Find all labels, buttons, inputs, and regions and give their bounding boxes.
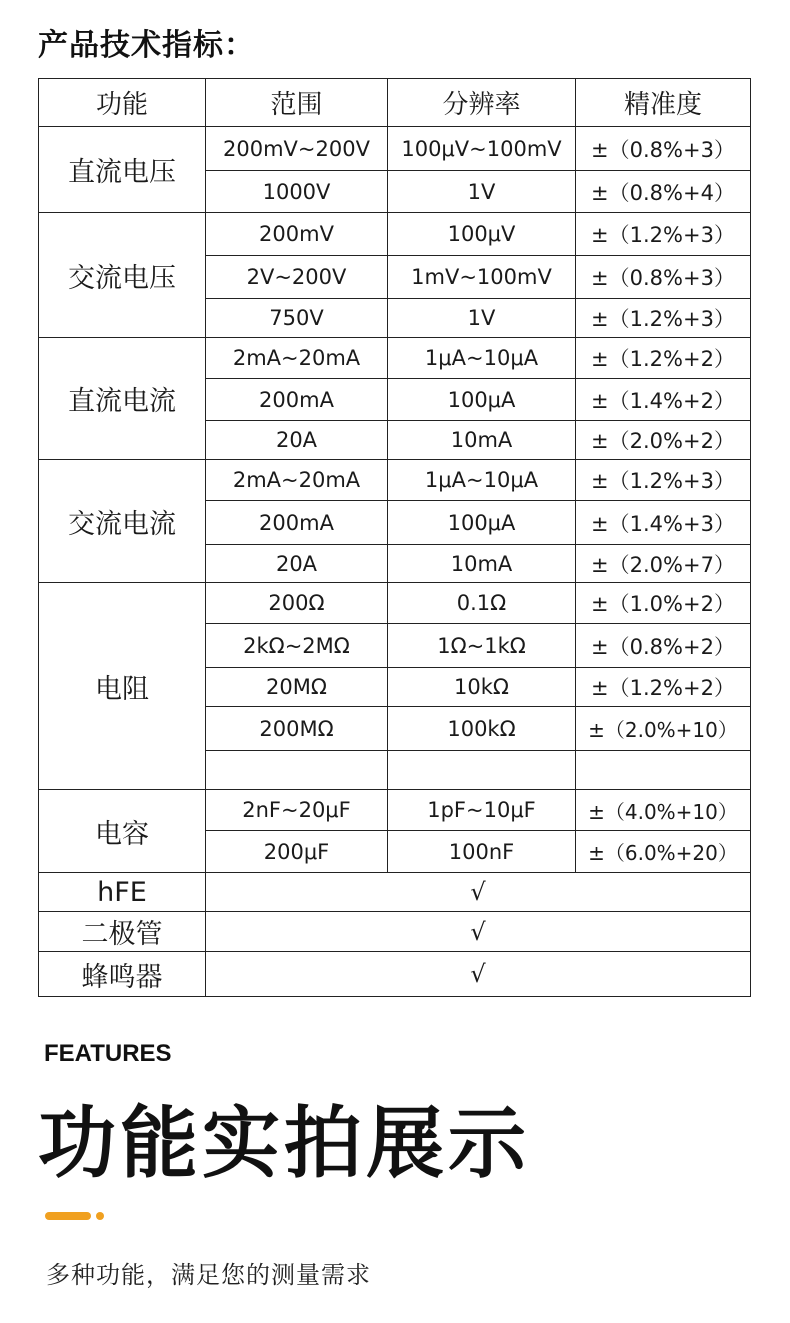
range-cell: 2mA~20mA [206, 460, 388, 501]
header-accuracy: 精准度 [576, 79, 751, 127]
resolution-cell: 1V [388, 171, 576, 213]
resolution-cell: 100μA [388, 501, 576, 545]
section-title: 功能实拍展示 [38, 1099, 531, 1189]
range-cell: 2kΩ~2MΩ [206, 624, 388, 668]
accuracy-cell: ±（0.8%+4） [576, 171, 751, 213]
accuracy-cell: ±（1.2%+2） [576, 668, 751, 707]
resolution-cell: 1V [388, 299, 576, 338]
function-ac-voltage: 交流电压 [39, 213, 206, 338]
accuracy-cell: ±（1.2%+2） [576, 338, 751, 379]
resolution-cell: 100kΩ [388, 707, 576, 751]
range-cell: 2nF~20μF [206, 790, 388, 831]
resolution-cell: 1Ω~1kΩ [388, 624, 576, 668]
accent-dot [96, 1212, 104, 1220]
features-label: FEATURES [44, 1040, 172, 1067]
check-mark: √ [206, 912, 751, 952]
resolution-cell: 10mA [388, 545, 576, 583]
header-function: 功能 [39, 79, 206, 127]
check-mark: √ [206, 952, 751, 997]
resolution-cell: 1pF~10μF [388, 790, 576, 831]
accuracy-cell: ±（1.2%+3） [576, 213, 751, 256]
range-cell: 1000V [206, 171, 388, 213]
spec-heading: 产品技术指标： [38, 28, 255, 63]
table-row [39, 213, 751, 256]
check-mark: √ [206, 873, 751, 912]
table-row [39, 338, 751, 379]
resolution-cell: 100nF [388, 831, 576, 873]
resolution-cell: 100μA [388, 379, 576, 421]
range-cell: 200mA [206, 501, 388, 545]
accuracy-cell: ±（2.0%+7） [576, 545, 751, 583]
resolution-cell: 1μA~10μA [388, 460, 576, 501]
accuracy-cell: ±（2.0%+10） [576, 707, 751, 751]
resolution-cell: 10kΩ [388, 668, 576, 707]
range-cell: 200mV [206, 213, 388, 256]
range-cell: 200mA [206, 379, 388, 421]
range-cell [206, 751, 388, 790]
function-resistance: 电阻 [39, 583, 206, 790]
accuracy-cell: ±（1.2%+3） [576, 460, 751, 501]
accuracy-cell [576, 751, 751, 790]
table-row [39, 127, 751, 171]
range-cell: 200mV~200V [206, 127, 388, 171]
range-cell: 2mA~20mA [206, 338, 388, 379]
range-cell: 2V~200V [206, 256, 388, 299]
accuracy-cell: ±（1.4%+2） [576, 379, 751, 421]
range-cell: 200Ω [206, 583, 388, 624]
resolution-cell: 1mV~100mV [388, 256, 576, 299]
table-row [39, 790, 751, 831]
accuracy-cell: ±（0.8%+3） [576, 256, 751, 299]
range-cell: 20A [206, 421, 388, 460]
resolution-cell: 10mA [388, 421, 576, 460]
table-header-row [39, 79, 751, 127]
function-dc-voltage: 直流电压 [39, 127, 206, 213]
range-cell: 200MΩ [206, 707, 388, 751]
accuracy-cell: ±（1.0%+2） [576, 583, 751, 624]
header-range: 范围 [206, 79, 388, 127]
range-cell: 20MΩ [206, 668, 388, 707]
range-cell: 200μF [206, 831, 388, 873]
table-row [39, 873, 751, 912]
function-dc-current: 直流电流 [39, 338, 206, 460]
accuracy-cell: ±（0.8%+2） [576, 624, 751, 668]
table-row [39, 583, 751, 624]
accuracy-cell: ±（0.8%+3） [576, 127, 751, 171]
spec-table [38, 78, 751, 997]
resolution-cell: 0.1Ω [388, 583, 576, 624]
function-hfe: hFE [39, 873, 206, 912]
accuracy-cell: ±（1.2%+3） [576, 299, 751, 338]
accuracy-cell: ±（2.0%+2） [576, 421, 751, 460]
accuracy-cell: ±（1.4%+3） [576, 501, 751, 545]
accuracy-cell: ±（4.0%+10） [576, 790, 751, 831]
resolution-cell [388, 751, 576, 790]
range-cell: 750V [206, 299, 388, 338]
resolution-cell: 100μV~100mV [388, 127, 576, 171]
resolution-cell: 1μA~10μA [388, 338, 576, 379]
function-buzzer: 蜂鸣器 [39, 952, 206, 997]
resolution-cell: 100μV [388, 213, 576, 256]
table-row [39, 912, 751, 952]
accent-line [45, 1212, 91, 1220]
function-capacitance: 电容 [39, 790, 206, 873]
accuracy-cell: ±（6.0%+20） [576, 831, 751, 873]
range-cell: 20A [206, 545, 388, 583]
function-diode: 二极管 [39, 912, 206, 952]
table-row [39, 952, 751, 997]
table-row [39, 460, 751, 501]
header-resolution: 分辨率 [388, 79, 576, 127]
section-subtitle: 多种功能，满足您的测量需求 [46, 1261, 371, 1289]
function-ac-current: 交流电流 [39, 460, 206, 583]
